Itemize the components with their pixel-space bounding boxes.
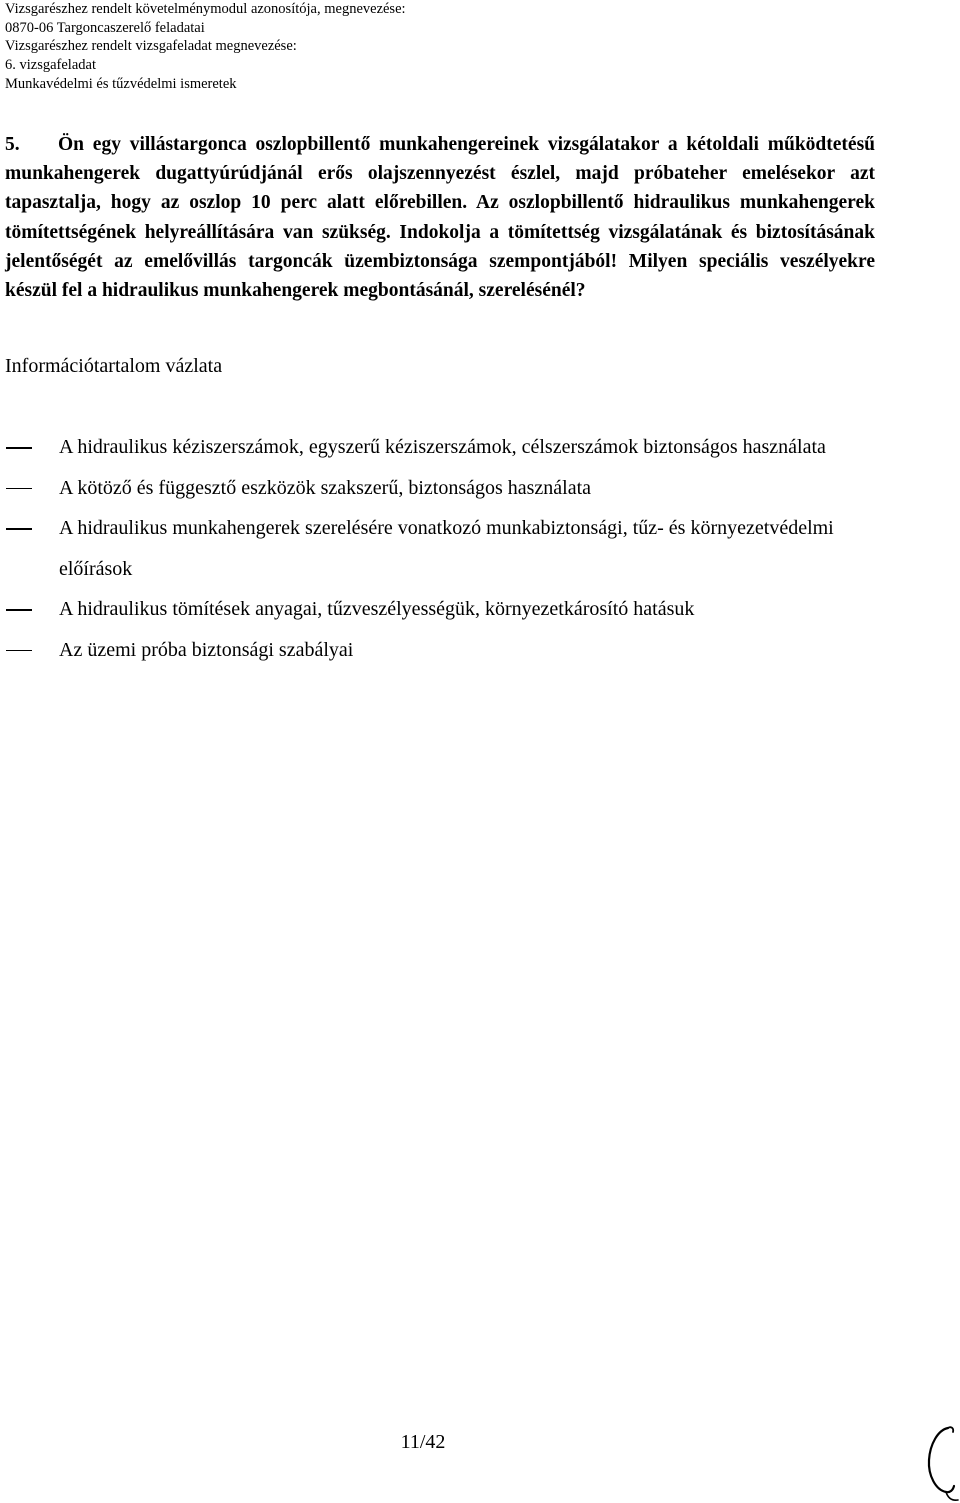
- header-line: Vizsgarészhez rendelt vizsgafeladat megnevezése:: [5, 38, 297, 55]
- dash-bullet-icon: [6, 650, 32, 652]
- list-item: [0, 427, 859, 468]
- list-item: [0, 630, 859, 671]
- header-line: Munkavédelmi és tűzvédelmi ismeretek: [5, 75, 237, 92]
- document-header: [5, 0, 945, 94]
- list-item-text: A kötöző és függesztő eszközök szakszerű, biztonságos használata: [59, 476, 592, 499]
- dash-bullet-icon: [6, 609, 32, 611]
- dash-bullet-icon: [6, 488, 32, 490]
- header-line: 6. vizsgafeladat: [5, 57, 96, 74]
- list-item-text: A hidraulikus tömítések anyagai, tűzveszélyességük, környezetkárosító hatásuk: [59, 598, 695, 620]
- question-text: Ön egy villástargonca oszlopbillentő munkahengereinek vizsgálatakor a kétoldali működtetésű munkahengerek dugattyúrúdjánál erős olajszennyezést észlel, majd próbateher emelésekor azt tapasztalja, hogy az oszlop 10 perc alatt előrebillen. Az oszlopbillentő hidraulikus munkahengerek tömítettségének helyreállítására van szükség. Indokolja a tömítettség vizsgálatának és biztosításának jelentőségét az emelővillás targoncák üzembiztonsága szempontjából! Milyen speciális veszélyekre készül fel a hidraulikus munkahengerek megbontásánál, szerelésénél?: [5, 134, 875, 302]
- info-list: [0, 427, 960, 670]
- dash-bullet-icon: [6, 528, 32, 530]
- info-section-title: Információtartalom vázlata: [5, 355, 223, 377]
- list-item-text: Az üzemi próba biztonsági szabályai: [59, 638, 354, 661]
- header-line: Vizsgarészhez rendelt követelménymodul azonosítója, megnevezése:: [5, 1, 406, 17]
- dash-bullet-icon: [6, 447, 32, 449]
- question-number: 5.: [5, 134, 20, 155]
- list-item-text: A hidraulikus kéziszerszámok, egyszerű kéziszerszámok, célszerszámok biztonságos használata: [59, 436, 826, 458]
- page-number: 11/42: [400, 1431, 446, 1453]
- header-line: 0870-06 Targoncaszerelő feladatai: [5, 19, 205, 36]
- list-item-text: A hidraulikus munkahengerek szerelésére vonatkozó munkabiztonsági, tűz- és környezetvédelmi előírások: [59, 517, 834, 580]
- list-item: [0, 508, 859, 589]
- list-item: [0, 468, 859, 509]
- signature-mark-icon: [918, 1420, 960, 1503]
- list-item: [0, 589, 859, 630]
- exam-question: [5, 130, 875, 305]
